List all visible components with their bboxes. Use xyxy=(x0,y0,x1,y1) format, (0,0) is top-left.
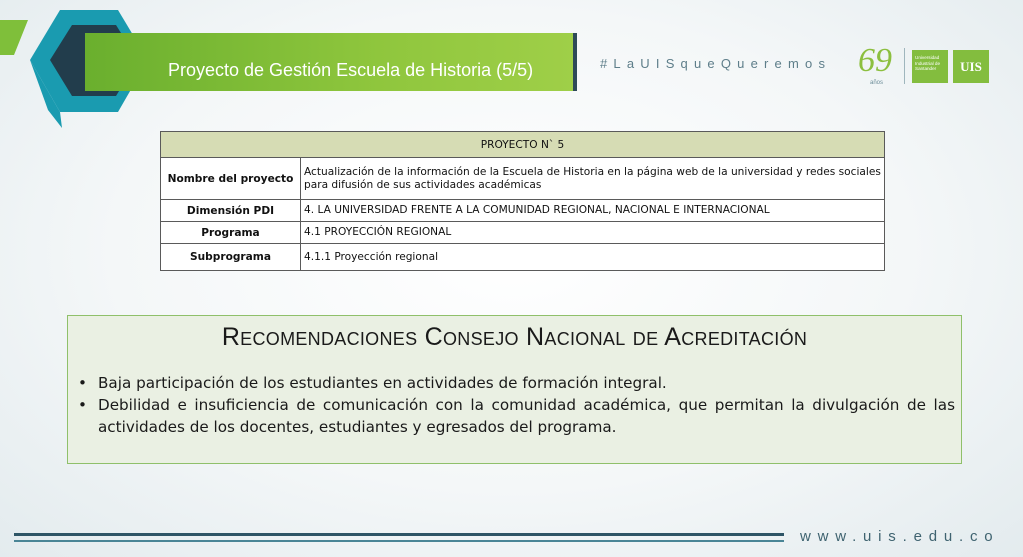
page-title: Proyecto de Gestión Escuela de Historia (5/5) xyxy=(168,60,534,80)
row-value-dimension: 4. LA UNIVERSIDAD FRENTE A LA COMUNIDAD REGIONAL, NACIONAL E INTERNACIONAL xyxy=(301,200,885,222)
project-table xyxy=(160,131,885,271)
row-label-dimension: Dimensión PDI xyxy=(161,200,301,222)
footer-line xyxy=(14,540,784,542)
recommendations-title: Recomendaciones Consejo Nacional de Acreditación xyxy=(221,323,808,351)
list-item xyxy=(78,372,955,394)
footer-line xyxy=(14,533,784,536)
footer-lines xyxy=(14,533,784,546)
list-item-text: Baja participación de los estudiantes en actividades de formación integral. xyxy=(98,374,667,392)
row-value-subprograma: 4.1.1 Proyección regional xyxy=(301,244,885,271)
bullet-icon: • xyxy=(78,374,87,392)
recommendations-list xyxy=(78,372,955,438)
row-label-nombre: Nombre del proyecto xyxy=(161,158,301,200)
list-item-text: Debilidad e insuficiencia de comunicación con la comunidad académica, que permitan la divulgación de las actividades de los docentes, estudiantes y egresados del programa. xyxy=(98,396,955,436)
row-value-programa: 4.1 PROYECCIÓN REGIONAL xyxy=(301,222,885,244)
university-name: Universidad Industrial de Santander xyxy=(912,50,948,83)
row-label-subprograma: Subprograma xyxy=(161,244,301,271)
bullet-icon: • xyxy=(78,396,87,414)
row-label-programa: Programa xyxy=(161,222,301,244)
header-divider xyxy=(573,33,577,91)
recommendations-box xyxy=(67,315,962,464)
footer-url: www.uis.edu.co xyxy=(800,528,1000,545)
table-row xyxy=(161,244,885,271)
table-header: PROYECTO N` 5 xyxy=(161,132,885,158)
list-item xyxy=(78,394,955,438)
table-row xyxy=(161,200,885,222)
logo-separator xyxy=(904,48,905,84)
anniversary-number: 69 xyxy=(858,42,892,79)
table-header-row xyxy=(161,132,885,158)
anniversary-word: años xyxy=(870,80,884,86)
row-value-nombre: Actualización de la información de la Escuela de Historia en la página web de la universidad y redes sociales para difusión de sus actividades académicas xyxy=(301,158,885,200)
table-row xyxy=(161,222,885,244)
table-row xyxy=(161,158,885,200)
green-left-accent xyxy=(0,20,28,55)
hashtag-text: #LaUISqueQueremos xyxy=(600,56,832,71)
uis-mark: UIS xyxy=(953,50,989,83)
